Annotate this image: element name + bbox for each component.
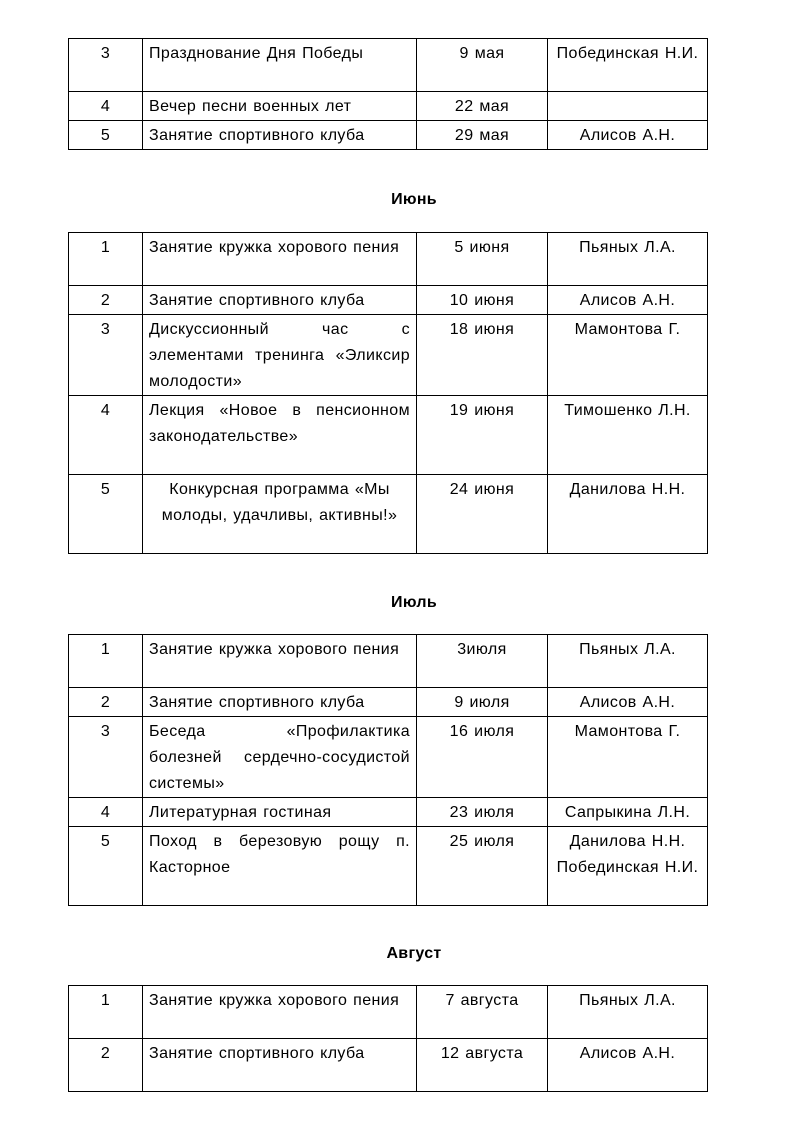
event-title: Занятие спортивного клуба xyxy=(143,286,417,315)
row-number: 5 xyxy=(69,121,143,150)
event-title: Занятие спортивного клуба xyxy=(143,1039,417,1092)
table-row xyxy=(69,396,708,475)
event-date: 3июля xyxy=(417,635,548,688)
table-row xyxy=(69,39,708,92)
event-responsible: Алисов А.Н. xyxy=(548,1039,708,1092)
table-row xyxy=(69,635,708,688)
event-title: Поход в березовую рощу п. Касторное xyxy=(143,827,417,906)
row-number: 4 xyxy=(69,92,143,121)
event-title: Лекция «Новое в пенсионном законодательстве» xyxy=(143,396,417,475)
month-heading-june: Июнь xyxy=(391,191,437,208)
event-title: Литературная гостиная xyxy=(143,798,417,827)
row-number: 1 xyxy=(69,635,143,688)
event-responsible: Данилова Н.Н. xyxy=(548,475,708,554)
event-date: 18 июня xyxy=(417,315,548,396)
event-responsible: Пьяных Л.А. xyxy=(548,635,708,688)
row-number: 3 xyxy=(69,315,143,396)
row-number: 1 xyxy=(69,986,143,1039)
event-title: Занятие кружка хорового пения xyxy=(143,233,417,286)
row-number: 3 xyxy=(69,717,143,798)
event-date: 25 июля xyxy=(417,827,548,906)
table-row xyxy=(69,986,708,1039)
event-responsible: Тимошенко Л.Н. xyxy=(548,396,708,475)
month-heading-july: Июль xyxy=(391,594,437,611)
month-heading-august: Август xyxy=(386,945,442,962)
table-row xyxy=(69,827,708,906)
may-events-table xyxy=(68,38,708,150)
event-responsible: Пьяных Л.А. xyxy=(548,986,708,1039)
event-date: 9 мая xyxy=(417,39,548,92)
table-row xyxy=(69,92,708,121)
row-number: 1 xyxy=(69,233,143,286)
event-responsible: Мамонтова Г. xyxy=(548,717,708,798)
event-responsible: Алисов А.Н. xyxy=(548,688,708,717)
event-title: Занятие кружка хорового пения xyxy=(143,986,417,1039)
table-row xyxy=(69,717,708,798)
event-title: Празднование Дня Победы xyxy=(143,39,417,92)
event-date: 7 августа xyxy=(417,986,548,1039)
event-title: Вечер песни военных лет xyxy=(143,92,417,121)
row-number: 2 xyxy=(69,688,143,717)
event-date: 10 июня xyxy=(417,286,548,315)
event-responsible: Сапрыкина Л.Н. xyxy=(548,798,708,827)
row-number: 3 xyxy=(69,39,143,92)
table-row xyxy=(69,475,708,554)
event-responsible: Данилова Н.Н. Побединская Н.И. xyxy=(548,827,708,906)
event-title: Занятие кружка хорового пения xyxy=(143,635,417,688)
table-row xyxy=(69,798,708,827)
event-date: 22 мая xyxy=(417,92,548,121)
event-date: 19 июня xyxy=(417,396,548,475)
event-responsible: Алисов А.Н. xyxy=(548,121,708,150)
row-number: 2 xyxy=(69,1039,143,1092)
table-row xyxy=(69,1039,708,1092)
row-number: 4 xyxy=(69,396,143,475)
row-number: 5 xyxy=(69,475,143,554)
table-row xyxy=(69,286,708,315)
event-date: 5 июня xyxy=(417,233,548,286)
july-events-table xyxy=(68,634,708,906)
event-date: 24 июня xyxy=(417,475,548,554)
table-row xyxy=(69,315,708,396)
event-date: 23 июля xyxy=(417,798,548,827)
event-date: 29 мая xyxy=(417,121,548,150)
table-row xyxy=(69,233,708,286)
event-date: 12 августа xyxy=(417,1039,548,1092)
event-responsible: Мамонтова Г. xyxy=(548,315,708,396)
june-events-table xyxy=(68,232,708,554)
event-title: Конкурсная программа «Мы молоды, удачливы, активны!» xyxy=(143,475,417,554)
table-row xyxy=(69,688,708,717)
table-row xyxy=(69,121,708,150)
event-responsible xyxy=(548,92,708,121)
event-responsible: Побединская Н.И. xyxy=(548,39,708,92)
row-number: 5 xyxy=(69,827,143,906)
event-title: Занятие спортивного клуба xyxy=(143,688,417,717)
event-title: Беседа «Профилактика болезней сердечно-сосудистой системы» xyxy=(143,717,417,798)
event-title: Занятие спортивного клуба xyxy=(143,121,417,150)
event-responsible: Алисов А.Н. xyxy=(548,286,708,315)
event-title: Дискуссионный час с элементами тренинга «Эликсир молодости» xyxy=(143,315,417,396)
august-events-table xyxy=(68,985,708,1092)
event-date: 9 июля xyxy=(417,688,548,717)
row-number: 2 xyxy=(69,286,143,315)
row-number: 4 xyxy=(69,798,143,827)
event-responsible: Пьяных Л.А. xyxy=(548,233,708,286)
event-date: 16 июля xyxy=(417,717,548,798)
